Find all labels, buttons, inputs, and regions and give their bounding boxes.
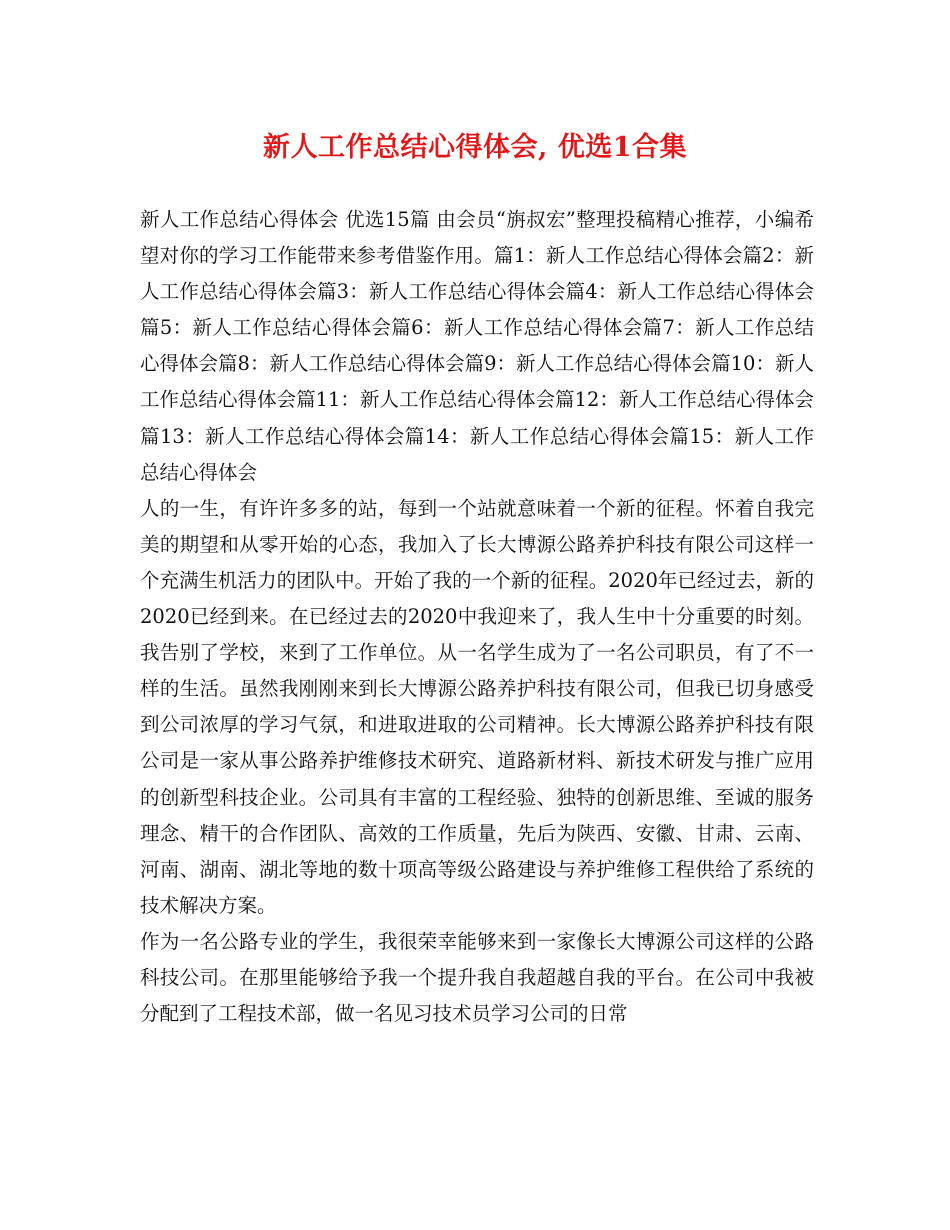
body-paragraph: 作为一名公路专业的学生，我很荣幸能够来到一家像长大博源公司这样的公路科技公司。在那里能够给予我一个提升我自我超越自我的平台。在公司中我被分配到了工程技术部，做一名见习技术员学习公司的日常 <box>140 929 814 1026</box>
document-title: 新人工作总结心得体会, 优选1合集 <box>262 132 688 163</box>
intro-paragraph: 新人工作总结心得体会 优选15篇 由会员“旃叔宏”整理投稿精心推荐，小编希望对你的学习工作能带来参考借鉴作用。篇1：新人工作总结心得体会篇2：新人工作总结心得体会篇3：新人工作总结心得体会篇4：新人工作总结心得体会篇5：新人工作总结心得体会篇6：新人工作总结心得体会篇7：新人工作总结心得体会篇8：新人工作总结心得体会篇9：新人工作总结心得体会篇10：新人工作总结心得体会篇11：新人工作总结心得体会篇12：新人工作总结心得体会篇13：新人工作总结心得体会篇14：新人工作总结心得体会篇15：新人工作总结心得体会 <box>140 208 814 484</box>
document-body <box>140 202 814 1032</box>
body-paragraph: 人的一生，有许许多多的站，每到一个站就意味着一个新的征程。怀着自我完美的期望和从零开始的心态，我加入了长大博源公路养护科技有限公司这样一个充满生机活力的团队中。开始了我的一个新的征程。2020年已经过去，新的2020已经到来。在已经过去的2020中我迎来了，我人生中十分重要的时刻。我告别了学校，来到了工作单位。从一名学生成为了一名公司职员，有了不一样的生活。虽然我刚刚来到长大博源公路养护科技有限公司，但我已切身感受到公司浓厚的学习气氛，和进取进取的公司精神。长大博源公路养护科技有限公司是一家从事公路养护维修技术研究、道路新材料、新技术研发与推广应用的创新型科技企业。公司具有丰富的工程经验、独特的创新思维、至诚的服务理念、精干的合作团队、高效的工作质量，先后为陕西、安徽、甘肃、云南、河南、湖南、湖北等地的数十项高等级公路建设与养护维修工程供给了系统的技术解决方案。 <box>140 496 814 917</box>
